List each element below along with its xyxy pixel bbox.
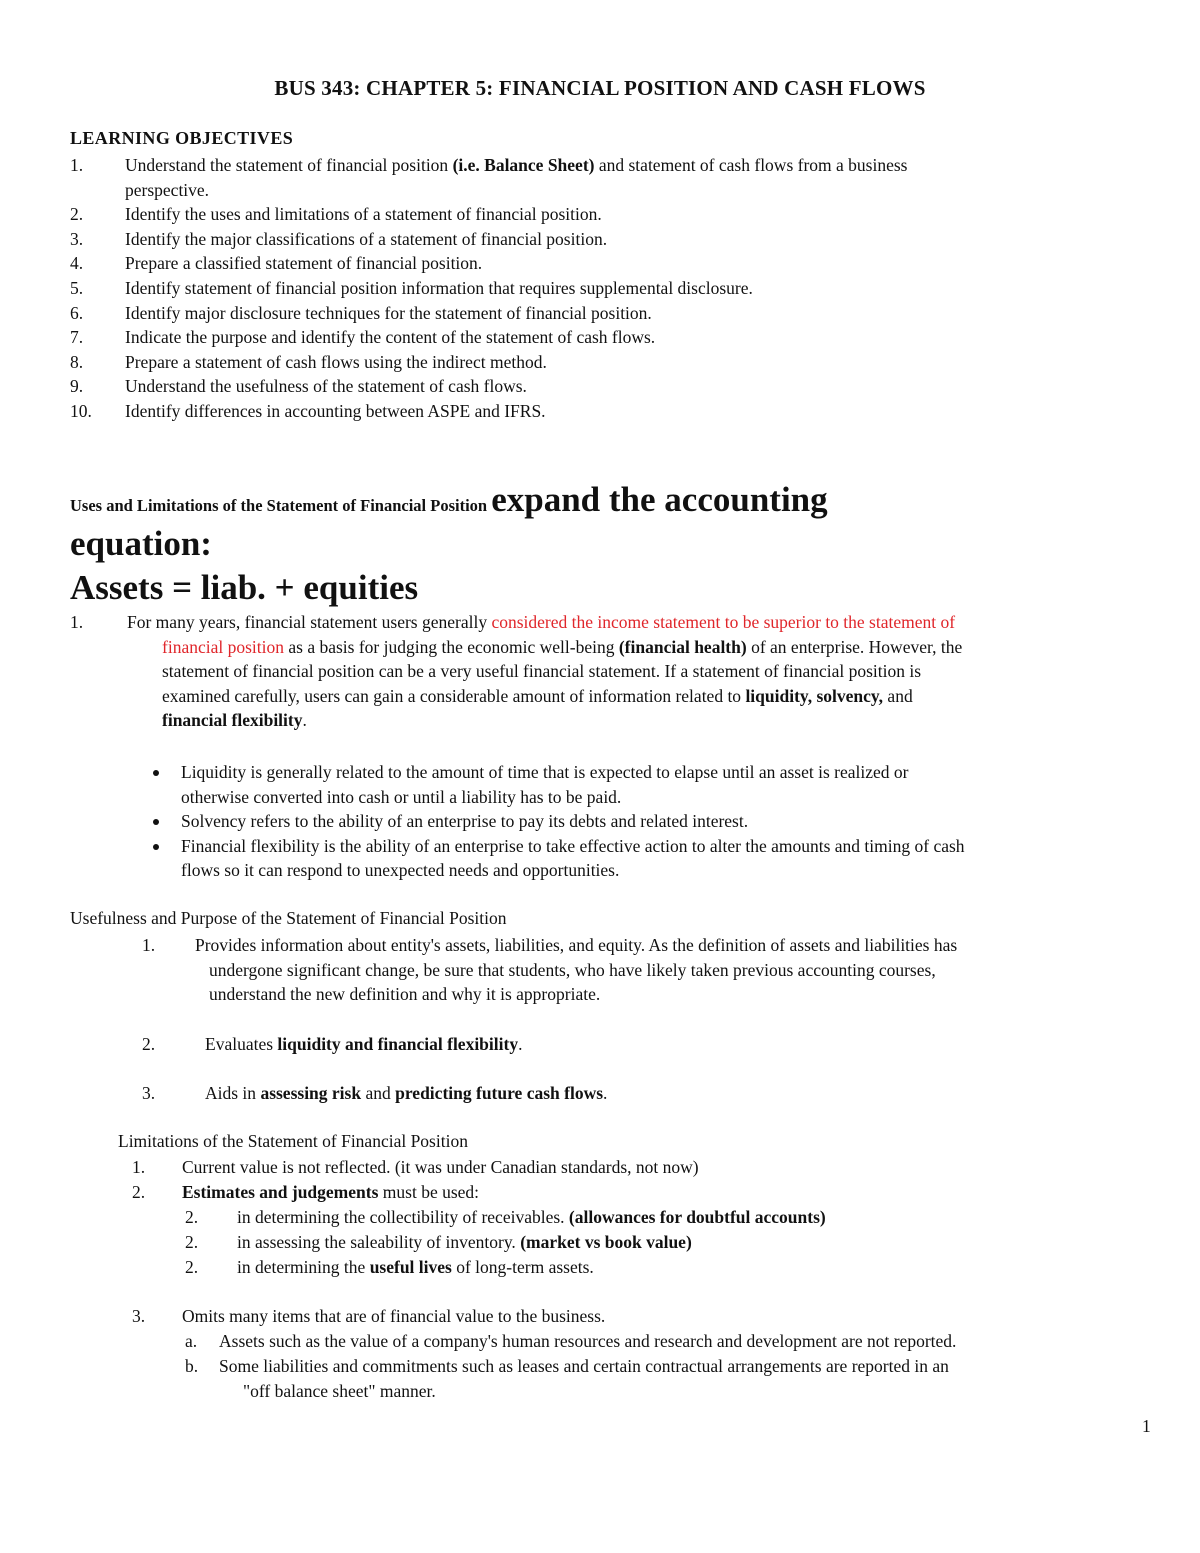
page-title: BUS 343: CHAPTER 5: FINANCIAL POSITION AND CASH FLOWS	[274, 76, 926, 100]
bullet-icon	[153, 844, 159, 850]
list-number: 3.	[142, 1083, 156, 1103]
text-span: Evaluates	[205, 1034, 278, 1054]
bullet-text: otherwise converted into cash or until a liability has to be paid.	[181, 786, 622, 807]
bold-text: (financial health)	[618, 636, 747, 657]
list-item	[70, 399, 1150, 424]
list-text: understand the new definition and why it is appropriate.	[209, 984, 601, 1005]
bold-text: liquidity and financial flexibility	[277, 1034, 519, 1054]
learning-objectives-heading: LEARNING OBJECTIVES	[70, 128, 294, 148]
uses-heading	[70, 478, 1150, 610]
sub-list-item	[185, 1230, 1145, 1255]
list-item	[70, 325, 1150, 350]
text-span: and	[883, 685, 913, 706]
list-number: 2.	[70, 204, 84, 225]
text-span: and	[361, 1083, 396, 1103]
text-span: of an enterprise. However, the	[746, 636, 963, 657]
list-item	[70, 301, 1150, 326]
list-item	[142, 1081, 1152, 1106]
list-item	[70, 153, 1150, 202]
list-number: 10.	[70, 400, 92, 421]
bullet-list	[148, 760, 1153, 883]
page-number: 1	[1142, 1416, 1151, 1436]
list-number: 2.	[132, 1182, 146, 1202]
text-span: in assessing the saleability of inventory.	[237, 1232, 521, 1252]
usefulness-heading: Usefulness and Purpose of the Statement of Financial Position	[70, 908, 507, 928]
list-item	[70, 227, 1150, 252]
list-number: 3.	[70, 228, 84, 249]
list-item	[132, 1304, 1142, 1329]
uses-heading-big: equation:	[70, 524, 212, 563]
list-number: 2.	[142, 1034, 156, 1054]
list-number: 5.	[70, 277, 84, 298]
paragraph-line	[70, 684, 1155, 709]
list-text: Understand the usefulness of the statement of cash flows.	[125, 376, 527, 397]
text-span: as a basis for judging the economic well-being	[284, 636, 619, 657]
list-text: Understand the statement of financial position	[125, 155, 453, 175]
list-number: 1.	[132, 1157, 146, 1177]
list-item	[142, 933, 1152, 1007]
list-number: 1.	[70, 612, 84, 632]
list-text: Provides information about entity's assets, liabilities, and equity. As the definition of assets and liabilities has	[195, 935, 958, 955]
list-text	[132, 1180, 1142, 1205]
list-text: Identify major disclosure techniques for the statement of financial position.	[125, 302, 652, 323]
list-number: 6.	[70, 302, 84, 323]
paragraph-line	[70, 610, 1155, 635]
list-number: 2.	[185, 1232, 199, 1252]
list-text-bold: (i.e. Balance Sheet)	[452, 155, 595, 175]
list-item	[70, 350, 1150, 375]
bullet-icon	[153, 819, 159, 825]
bullet-item	[148, 809, 1153, 834]
list-item	[132, 1180, 1142, 1205]
list-text	[142, 1032, 1152, 1057]
sub-list-item	[185, 1329, 1145, 1354]
bold-text: Estimates and judgements	[182, 1182, 379, 1202]
uses-heading-small: Uses and Limitations of the Statement of Financial Position	[70, 496, 492, 515]
paragraph-line	[70, 635, 1155, 660]
list-text: Identify statement of financial position information that requires supplemental disclosure.	[125, 277, 753, 298]
list-number: 7.	[70, 327, 84, 348]
text-span: .	[302, 710, 307, 731]
list-text	[185, 1255, 1145, 1280]
text-span: .	[518, 1034, 523, 1054]
bullet-icon	[153, 770, 159, 776]
bullet-text: Liquidity is generally related to the amount of time that is expected to elapse until an asset is realized or	[181, 762, 909, 782]
list-number: 1.	[142, 935, 156, 955]
list-number: 2.	[185, 1207, 199, 1227]
bold-text: (market vs book value)	[520, 1232, 692, 1252]
bold-text: assessing risk	[260, 1083, 362, 1103]
list-text: Prepare a statement of cash flows using the indirect method.	[125, 351, 547, 372]
list-text: Assets such as the value of a company's human resources and research and development are not reported.	[219, 1331, 957, 1351]
list-text	[185, 1230, 1145, 1255]
bullet-text: flows so it can respond to unexpected needs and opportunities.	[181, 860, 620, 881]
paragraph-line	[70, 708, 1155, 733]
list-item	[70, 251, 1150, 276]
list-number: 3.	[132, 1306, 146, 1326]
list-item	[142, 1032, 1152, 1057]
list-text: Identify the major classifications of a statement of financial position.	[125, 228, 608, 249]
text-span: For many years, financial statement users generally	[127, 612, 492, 632]
text-span: .	[603, 1083, 608, 1103]
list-text: Omits many items that are of financial value to the business.	[182, 1306, 606, 1326]
bullet-text: Solvency refers to the ability of an enterprise to pay its debts and related interest.	[181, 811, 749, 832]
list-number: 4.	[70, 253, 84, 274]
list-text: "off balance sheet" manner.	[243, 1380, 436, 1401]
sub-list-item	[185, 1255, 1145, 1280]
list-item	[70, 374, 1150, 399]
list-number: 9.	[70, 376, 84, 397]
list-number: 2.	[185, 1257, 199, 1277]
text-span: in determining the	[237, 1257, 370, 1277]
text-span: of long-term assets.	[451, 1257, 594, 1277]
list-text: Identify the uses and limitations of a statement of financial position.	[125, 204, 602, 225]
text-span: Aids in	[205, 1083, 261, 1103]
list-number: 1.	[70, 155, 84, 175]
point-one-paragraph	[70, 610, 1155, 733]
text-span: in determining the collectibility of receivables.	[237, 1207, 569, 1227]
limitations-heading: Limitations of the Statement of Financial Position	[118, 1131, 468, 1151]
text-span: must be used:	[378, 1182, 480, 1202]
list-text: perspective.	[125, 179, 210, 200]
bold-text: (allowances for doubtful accounts)	[568, 1207, 826, 1227]
list-text	[185, 1205, 1145, 1230]
bullet-item	[148, 834, 1153, 883]
bold-text: financial flexibility	[162, 710, 303, 731]
list-letter: a.	[185, 1331, 198, 1351]
bold-text: useful lives	[369, 1257, 452, 1277]
uses-heading-big: expand the accounting	[491, 480, 828, 519]
accounting-equation: Assets = liab. + equities	[70, 568, 419, 607]
list-item	[70, 202, 1150, 227]
bullet-text: Financial flexibility is the ability of an enterprise to take effective action to alter the amounts and timing of cash	[181, 835, 965, 856]
highlighted-text: considered the income statement to be superior to the statement of	[491, 612, 956, 632]
list-text	[142, 1081, 1152, 1106]
list-letter: b.	[185, 1356, 199, 1376]
highlighted-text: financial position	[162, 636, 284, 657]
learning-objectives-list	[70, 153, 1150, 424]
sub-list-item	[185, 1205, 1145, 1230]
list-text: Some liabilities and commitments such as leases and certain contractual arrangements are reported in an	[219, 1356, 949, 1376]
list-number: 8.	[70, 351, 84, 372]
bold-text: liquidity, solvency,	[745, 685, 884, 706]
list-text: Current value is not reflected. (it was under Canadian standards, not now)	[182, 1157, 699, 1177]
list-item	[132, 1155, 1142, 1180]
list-text: Identify differences in accounting between ASPE and IFRS.	[125, 400, 546, 421]
bullet-item	[148, 760, 1153, 809]
list-text: Prepare a classified statement of financial position.	[125, 253, 483, 274]
paragraph-line: statement of financial position can be a very useful financial statement. If a statement of financial position is	[162, 661, 922, 682]
list-item	[70, 276, 1150, 301]
list-text: and statement of cash flows from a business	[594, 155, 908, 175]
list-text: Indicate the purpose and identify the content of the statement of cash flows.	[125, 327, 656, 348]
text-span: examined carefully, users can gain a considerable amount of information related to	[162, 685, 746, 706]
bold-text: predicting future cash flows	[395, 1083, 604, 1103]
list-text: undergone significant change, be sure that students, who have likely taken previous accounting courses,	[209, 959, 936, 980]
sub-list-item	[185, 1354, 1145, 1403]
